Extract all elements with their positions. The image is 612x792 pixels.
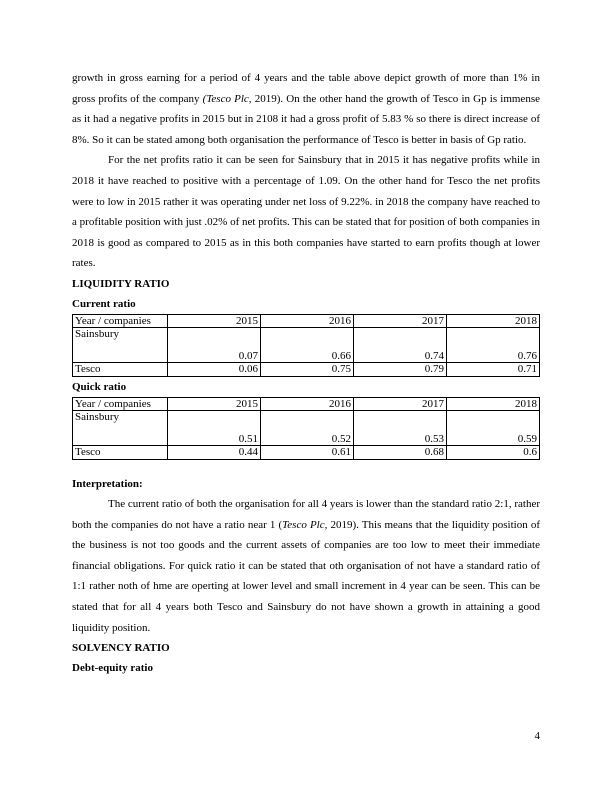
table-header-row [73, 314, 540, 328]
table-cell: 2018 [447, 314, 540, 328]
table-row [73, 411, 540, 446]
table-cell: 2015 [168, 314, 261, 328]
table-cell: 0.61 [261, 446, 354, 460]
table-cell: 0.59 [447, 411, 540, 446]
heading-debt-equity-ratio: Debt-equity ratio [72, 662, 153, 675]
table-cell: 0.71 [447, 363, 540, 377]
table-cell: 0.52 [261, 411, 354, 446]
heading-interpretation: Interpretation: [72, 477, 143, 490]
paragraph-net-profit: For the net profits ratio it can be seen for Sainsbury that in 2015 it has negative profits while in 2018 it have reached to positive with a percentage of 1.09. On the other hand for Tesco the net profits were to low in 2015 rather it was operating under net loss of 9.22%. in 2018 the company have reached to a profitable position with just .02% of net profits. This can be stated that for position of both companies in 2018 is good as compared to 2015 as in this both companies have started to earn profits though at lower rates. [72, 154, 540, 270]
current-ratio-table [72, 314, 540, 377]
table-cell: Year / companies [73, 314, 168, 328]
heading-quick-ratio: Quick ratio [72, 380, 127, 393]
table-cell: 0.74 [354, 328, 447, 363]
citation: (Tesco Plc, [202, 92, 252, 105]
table-cell: Tesco [73, 363, 168, 377]
table-cell: 2016 [261, 397, 354, 411]
table-cell: 0.68 [354, 446, 447, 460]
table-cell: 0.44 [168, 446, 261, 460]
table-cell: 2016 [261, 314, 354, 328]
table-cell: Sainsbury [73, 328, 168, 363]
heading-current-ratio: Current ratio [72, 297, 136, 310]
table-cell: 2017 [354, 397, 447, 411]
table-cell: 2017 [354, 314, 447, 328]
quick-ratio-table [72, 397, 540, 460]
table-row [73, 363, 540, 377]
citation: Tesco Plc, [282, 518, 328, 531]
table-cell: 0.66 [261, 328, 354, 363]
table-cell: 0.53 [354, 411, 447, 446]
heading-solvency-ratio: SOLVENCY RATIO [72, 642, 170, 655]
table-cell: 2018 [447, 397, 540, 411]
paragraph-gross-profit: growth in gross earning for a period of 4 years and the table above depict growth of more than 1% in gross profits of the company (Tesco Plc, 2019). On the other hand the growth of Tesco in Gp is immense as it had a negative profits in 2015 but in 2108 it had a gross profit of 5.83 % so there is direct increase of 8%. So it can be stated among both organisation the performance of Tesco is better in basis of Gp ratio. [72, 72, 540, 146]
spacer [72, 460, 540, 474]
heading-liquidity-ratio: LIQUIDITY RATIO [72, 277, 170, 290]
table-row [73, 446, 540, 460]
table-cell: 0.51 [168, 411, 261, 446]
paragraph-interpretation: The current ratio of both the organisation for all 4 years is lower than the standard ratio 2:1, rather both the companies do not have a ratio near 1 (Tesco Plc, 2019). This means that the liquidity position of the business is not too goods and the current assets of companies are too low to meet their immediate financial obligations. For quick ratio it can be stated that oth organisation of not have a standard ratio of 1:1 rather noth of hme are operting at lower level and small increment in 4 year can be seen. This can be stated that for all 4 years both Tesco and Sainsbury do not have shown a growth in attaining a good liquidity position. [72, 497, 540, 634]
table-cell: Sainsbury [73, 411, 168, 446]
table-header-row [73, 397, 540, 411]
table-cell: 0.06 [168, 363, 261, 377]
document-page [72, 68, 540, 678]
table-cell: 0.07 [168, 328, 261, 363]
table-cell: Tesco [73, 446, 168, 460]
table-cell: 0.75 [261, 363, 354, 377]
table-cell: 0.6 [447, 446, 540, 460]
table-cell: Year / companies [73, 397, 168, 411]
table-cell: 2015 [168, 397, 261, 411]
page-number: 4 [534, 730, 540, 742]
table-cell: 0.76 [447, 328, 540, 363]
table-row [73, 328, 540, 363]
table-cell: 0.79 [354, 363, 447, 377]
